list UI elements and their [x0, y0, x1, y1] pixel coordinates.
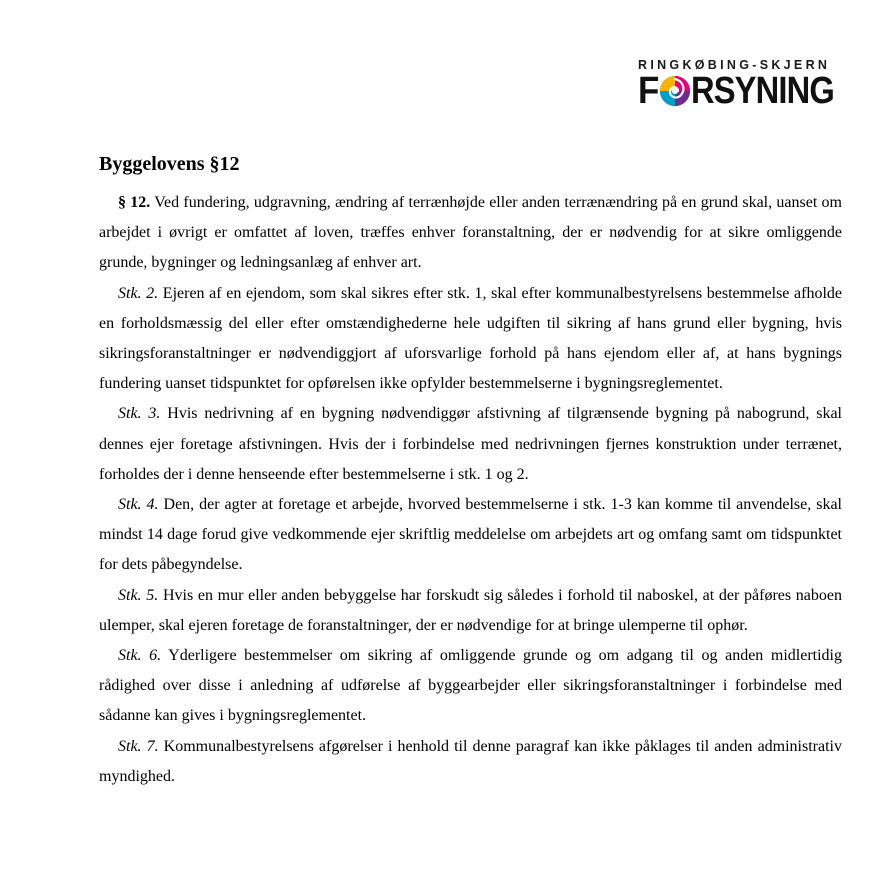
- paragraph-text: Hvis nedrivning af en bygning nødvendiggør afstivning af tilgrænsende bygning på nabogrund, skal dennes ejer foretage afstivningen. Hvis der i forbindelse med nedrivningen fjernes konstruktion under terrænet, forholdes der i denne henseende efter bestemmelserne i stk. 1 og 2.: [99, 405, 843, 483]
- paragraph-text: Hvis en mur eller anden bebyggelse har forskudt sig således i forhold til naboskel, at der påføres naboen ulemper, skal ejeren foretage de foranstaltninger, der er nødvendige for at bringe ulemperne til ophør.: [99, 586, 843, 634]
- logo-top-text: RINGKØBING-SKJERN: [638, 58, 831, 72]
- document-title: Byggelovens §12: [99, 153, 240, 175]
- logo-swirl-icon: [659, 75, 691, 107]
- logo-wordmark-suffix: RSYNING: [691, 70, 835, 112]
- paragraph-text: Ved fundering, udgravning, ændring af terrænhøjde eller anden terrænændring på en grund skal, uanset om arbejdet i øvrigt er omfattet af loven, træffes enhver foranstaltning, der er nødvendig for at sikre omliggende grunde, bygninger og ledningsanlæg af enhver art.: [99, 194, 842, 272]
- document-body: [99, 188, 842, 792]
- logo-wordmark: [638, 70, 844, 112]
- paragraph-text: Den, der agter at foretage et arbejde, hvorved bestemmelserne i stk. 1-3 kan komme til anvendelse, skal mindst 14 dage forud give vedkommende ejer skriftlig meddelelse om arbejdets art og omfang samt om tidspunktet for dets påbegyndelse.: [99, 496, 842, 574]
- paragraph-text: Yderligere bestemmelser om sikring af omliggende grunde og om adgang til og anden midlertidig rådighed over disse i anledning af udførelse af byggearbejder eller sikringsforanstaltninger i forbindelse med sådanne kan gives i bygningsreglementet.: [99, 647, 843, 725]
- paragraph-label: Stk. 2.: [118, 284, 159, 302]
- paragraph-label: Stk. 6.: [118, 647, 162, 665]
- paragraph-stk-5: [99, 581, 842, 641]
- logo-wordmark-prefix: F: [638, 70, 660, 112]
- paragraph-12: [99, 188, 842, 279]
- paragraph-label: Stk. 7.: [118, 737, 159, 755]
- paragraph-label: Stk. 3.: [118, 405, 161, 423]
- paragraph-stk-6: [99, 641, 842, 732]
- paragraph-stk-7: [99, 732, 842, 792]
- paragraph-stk-2: [99, 279, 842, 400]
- paragraph-label: Stk. 5.: [118, 586, 159, 604]
- paragraph-label: § 12.: [118, 194, 151, 211]
- company-logo: [638, 58, 844, 112]
- paragraph-stk-4: [99, 490, 842, 581]
- paragraph-stk-3: [99, 399, 842, 490]
- paragraph-text: Kommunalbestyrelsens afgørelser i henhold til denne paragraf kan ikke påklages til anden administrativ myndighed.: [99, 737, 842, 785]
- paragraph-text: Ejeren af en ejendom, som skal sikres efter stk. 1, skal efter kommunalbestyrelsens bestemmelse afholde en forholdsmæssig del eller efter omstændighederne hele udgiften til sikring af hans grund eller bygning, hvis sikringsforanstaltninger er nødvendiggjort af uforsvarlige forhold på hans ejendom eller af, at hans bygnings fundering uanset tidspunktet for opførelsen ikke opfylder bestemmelserne i bygningsreglementet.: [99, 284, 842, 393]
- paragraph-label: Stk. 4.: [118, 496, 159, 514]
